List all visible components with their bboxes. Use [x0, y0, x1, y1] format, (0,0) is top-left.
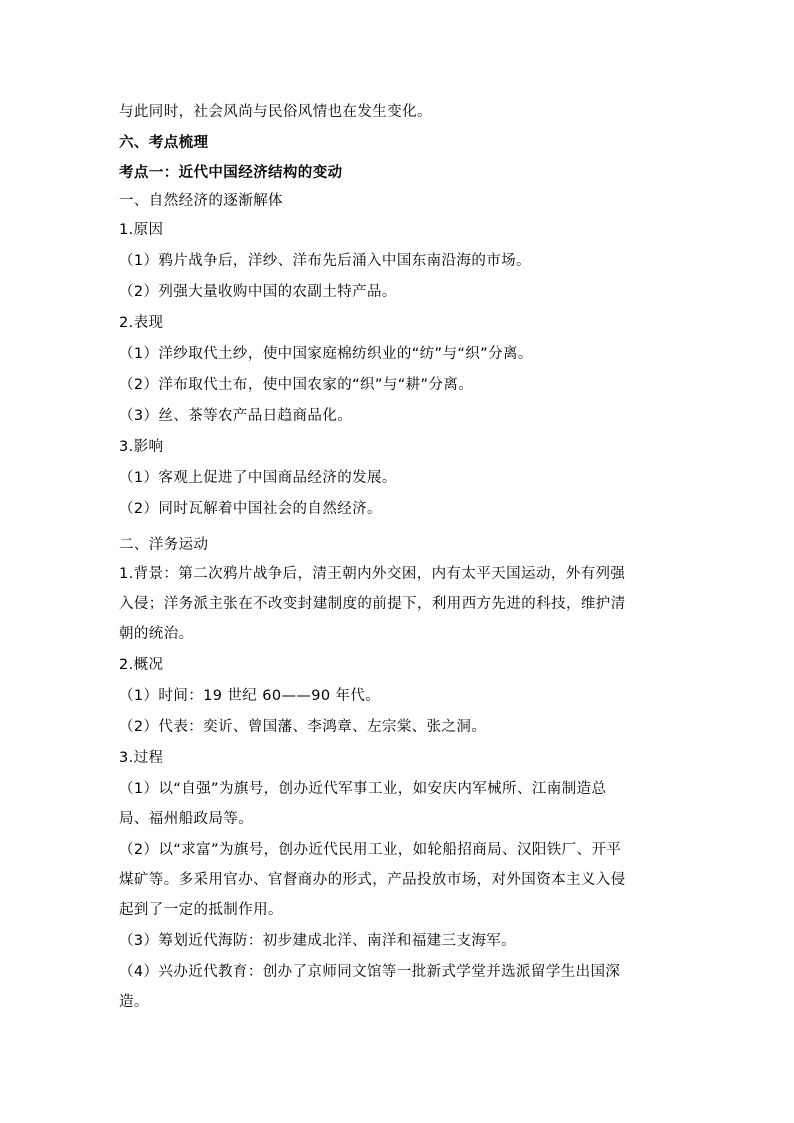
text-line: 煤矿等。多采用官办、官督商办的形式，产品投放市场，对外国资本主义入侵 [119, 872, 626, 888]
text-line: （2）同时瓦解着中国社会的自然经济。 [119, 501, 382, 517]
paragraph-process-1 [119, 774, 684, 834]
paragraph-background [119, 559, 684, 649]
section-heading: 六、考点梳理 [119, 135, 209, 151]
text-line: （2）代表：奕䜣、曾国藩、李鸿章、左宗棠、张之洞。 [119, 719, 487, 735]
text-line: （1）以“自强”为旗号，创办近代军事工业，如安庆内军械所、江南制造总 [119, 781, 607, 797]
paragraph-process-4 [119, 957, 684, 1017]
item-heading: 1.原因 [119, 222, 164, 238]
text-line: 起到了一定的抵制作用。 [119, 902, 283, 918]
text-line: （3）筹划近代海防：初步建成北洋、南洋和福建三支海军。 [119, 933, 517, 949]
text-line: 朝的统治。 [119, 626, 194, 642]
text-line: （1）客观上促进了中国商品经济的发展。 [119, 470, 397, 486]
item-heading: 2.表现 [119, 315, 164, 331]
text-line: （1）鸦片战争后，洋纱、洋布先后涌入中国东南沿海的市场。 [119, 253, 531, 269]
document-page [119, 97, 684, 1018]
text-line: （3）丝、茶等农产品日趋商品化。 [119, 408, 353, 424]
text-line: （1）时间：19 世纪 60——90 年代。 [119, 688, 381, 704]
item-heading: 3.影响 [119, 439, 164, 455]
text-line: 局、福州船政局等。 [119, 811, 254, 827]
item-heading: 3.过程 [119, 750, 164, 766]
subsection-heading: 二、洋务运动 [119, 537, 209, 553]
text-line: （1）洋纱取代土纱，使中国家庭棉纺织业的“纺”与“织”分离。 [119, 346, 533, 362]
paragraph-process-2 [119, 835, 684, 925]
text-line: （2）以“求富”为旗号，创办近代民用工业，如轮船招商局、汉阳铁厂、开平 [119, 842, 622, 858]
text-line: （4）兴办近代教育：创办了京师同文馆等一批新式学堂并选派留学生出国深 [119, 964, 621, 980]
text-line: （2）洋布取代土布，使中国农家的“织”与“耕”分离。 [119, 377, 474, 393]
topic-heading: 考点一：近代中国经济结构的变动 [119, 165, 343, 181]
subsection-heading: 一、自然经济的逐渐解体 [119, 193, 283, 209]
text-line: 造。 [119, 994, 149, 1010]
text-line: 与此同时，社会风尚与民俗风情也在发生变化。 [119, 104, 432, 120]
item-heading: 2.概况 [119, 657, 164, 673]
text-line: 入侵；洋务派主张在不改变封建制度的前提下，利用西方先进的科技，维护清 [119, 596, 626, 612]
text-line: （2）列强大量收购中国的农副土特产品。 [119, 284, 397, 300]
text-line: 1.背景：第二次鸦片战争后，清王朝内外交困，内有太平天国运动，外有列强 [119, 566, 626, 582]
